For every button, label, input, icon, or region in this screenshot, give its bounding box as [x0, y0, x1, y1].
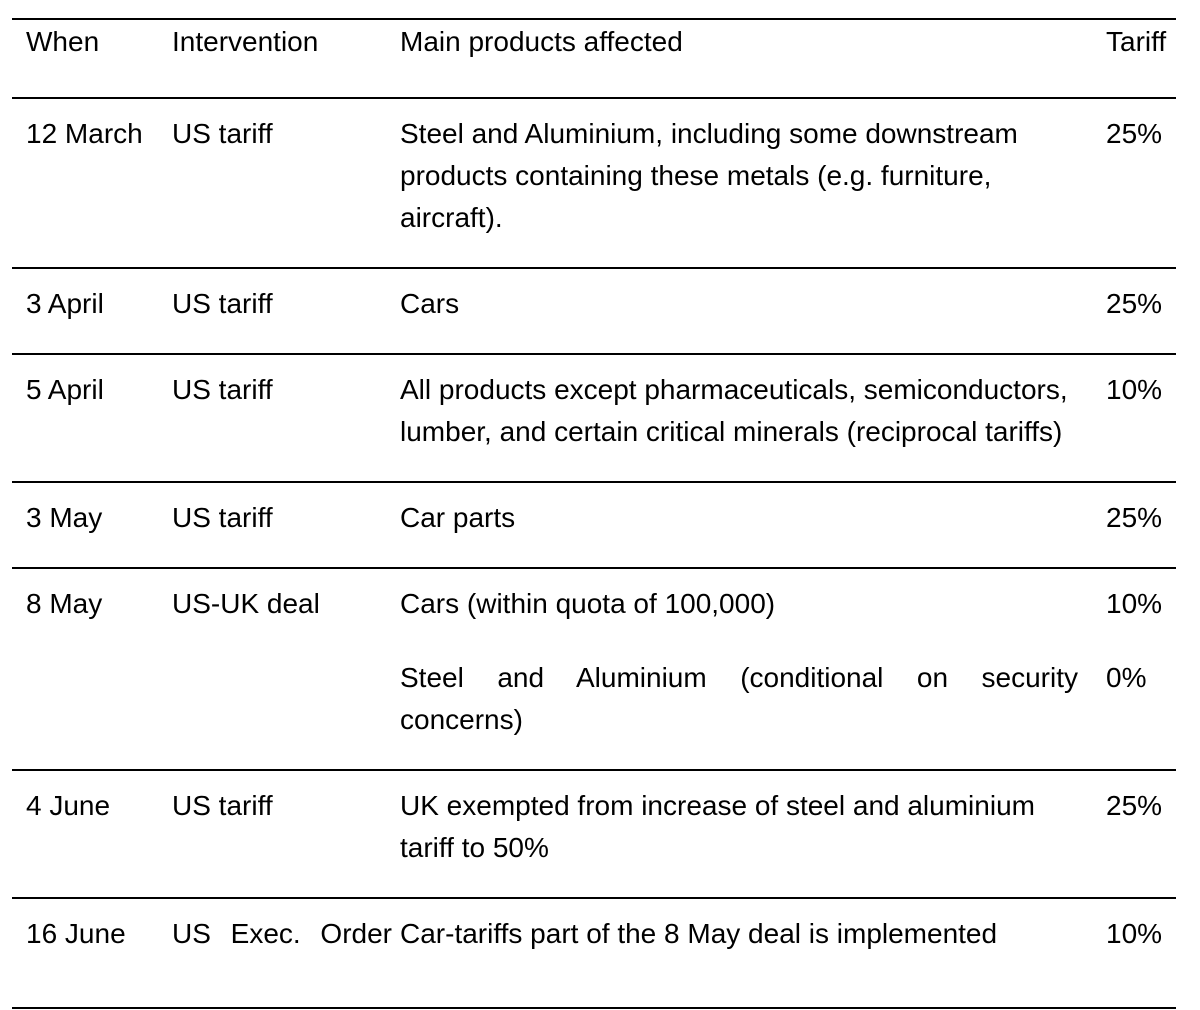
product-line: Steel and Aluminium (conditional on security concerns): [400, 662, 1078, 735]
cell-intervention: US tariff: [172, 482, 400, 568]
cell-intervention: US tariff: [172, 98, 400, 268]
cell-products: Car parts: [400, 482, 1106, 568]
header-when: When: [12, 19, 172, 98]
tariff-line: 0%: [1106, 662, 1147, 693]
table-row: [12, 898, 1176, 1008]
table-row: [12, 770, 1176, 898]
cell-when: 3 May: [12, 482, 172, 568]
table-row: [12, 354, 1176, 482]
cell-intervention: US tariff: [172, 268, 400, 354]
cell-products: All products except pharmaceuticals, semiconductors, lumber, and certain critical minerals (reciprocal tariffs): [400, 354, 1106, 482]
cell-products: [400, 568, 1106, 770]
table-row: [12, 98, 1176, 268]
table-row: [12, 482, 1176, 568]
table-row: [12, 568, 1176, 770]
cell-when: 12 March: [12, 98, 172, 268]
cell-when: 8 May: [12, 568, 172, 770]
tariff-line: 10%: [1106, 588, 1163, 619]
header-products: Main products affected: [400, 19, 1106, 98]
line-gap: [1106, 625, 1176, 657]
cell-intervention: US tariff: [172, 770, 400, 898]
cell-tariff: 25%: [1106, 98, 1176, 268]
cell-when: 16 June: [12, 898, 172, 1008]
cell-tariff: 10%: [1106, 354, 1176, 482]
cell-tariff: 25%: [1106, 482, 1176, 568]
cell-tariff: 25%: [1106, 268, 1176, 354]
header-intervention: Intervention: [172, 19, 400, 98]
table-row: [12, 268, 1176, 354]
cell-products: UK exempted from increase of steel and aluminium tariff to 50%: [400, 770, 1106, 898]
cell-tariff: 10%: [1106, 898, 1176, 1008]
cell-intervention: US Exec. Order: [172, 898, 400, 1008]
cell-when: 3 April: [12, 268, 172, 354]
cell-tariff: [1106, 568, 1176, 770]
cell-tariff: 25%: [1106, 770, 1176, 898]
cell-products: Car-tariffs part of the 8 May deal is implemented: [400, 898, 1106, 1008]
cell-products: Steel and Aluminium, including some downstream products containing these metals (e.g. furniture, aircraft).: [400, 98, 1106, 268]
cell-intervention: US tariff: [172, 354, 400, 482]
cell-when: 5 April: [12, 354, 172, 482]
table-header-row: [12, 19, 1176, 98]
tariff-timeline-table: [12, 18, 1176, 1009]
cell-products: Cars: [400, 268, 1106, 354]
cell-when: 4 June: [12, 770, 172, 898]
product-line: Cars (within quota of 100,000): [400, 588, 776, 619]
line-gap: [400, 625, 1078, 657]
cell-intervention: US-UK deal: [172, 568, 400, 770]
header-tariff: Tariff: [1106, 19, 1176, 98]
